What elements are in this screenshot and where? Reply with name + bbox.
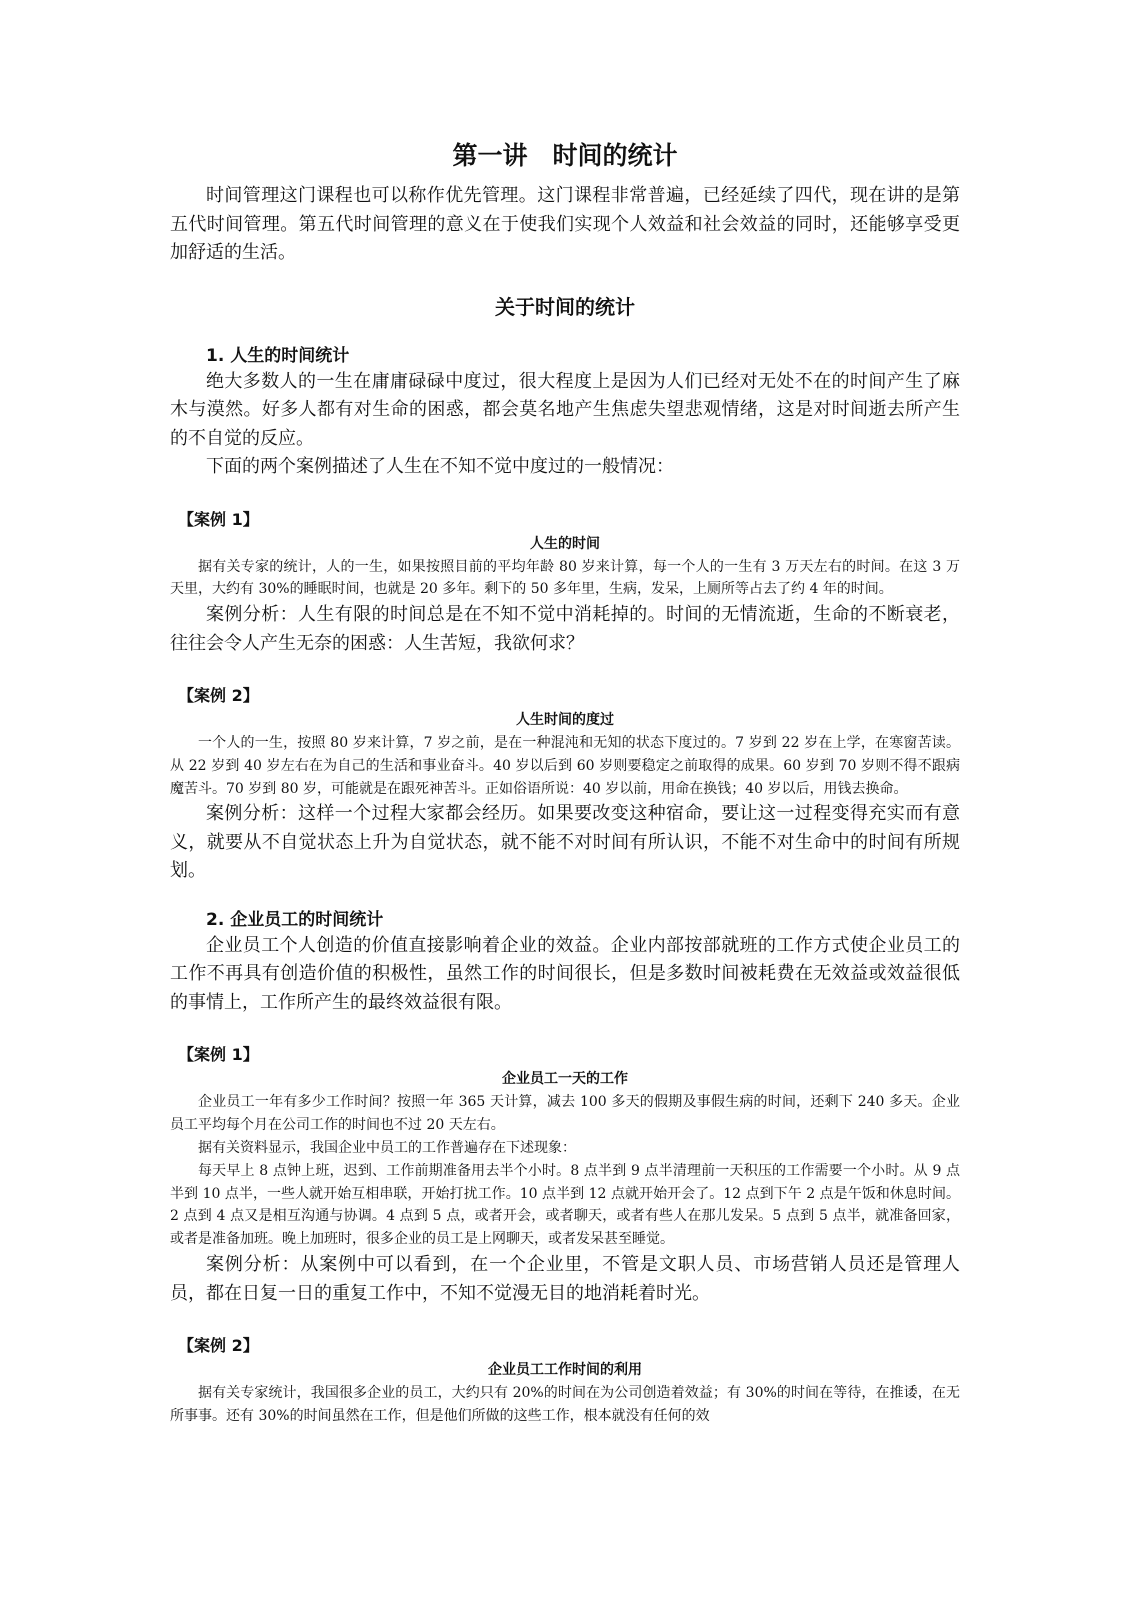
- s2-case2-body: 据有关专家统计，我国很多企业的员工，大约只有 20%的时间在为公司创造着效益；有 30%的时间在等待，在推诿，在无所事事。还有 30%的时间虽然在工作，但是他们所做的这些工作，根本就没有任何的效: [170, 1385, 960, 1424]
- s2-case1-body-1: 企业员工一年有多少工作时间？按照一年 365 天计算，减去 100 多天的假期及事假生病的时间，还剩下 240 多天。企业员工平均每个月在公司工作的时间也不过 20 天左右。: [170, 1094, 960, 1134]
- s1-case1-title: 人生的时间: [530, 535, 600, 552]
- page-title: 第一讲 时间的统计: [452, 141, 678, 170]
- s1-case2-label: 【案例 2】: [178, 686, 259, 706]
- s1-case1-analysis: 案例分析：人生有限的时间总是在不知不觉中消耗掉的。时间的无情流逝，生命的不断衰老，往往会令人产生无奈的困惑：人生苦短，我欲何求？: [170, 604, 960, 654]
- section-2-paragraph-1: 企业员工个人创造的价值直接影响着企业的效益。企业内部按部就班的工作方式使企业员工的工作不再具有创造价值的积极性，虽然工作的时间很长，但是多数时间被耗费在无效益或效益很低的事情上，工作所产生的最终效益很有限。: [170, 934, 960, 1013]
- section-2-heading: 2. 企业员工的时间统计: [206, 909, 384, 930]
- s1-case2-body: 一个人的一生，按照 80 岁来计算，7 岁之前，是在一种混沌和无知的状态下度过的。7 岁到 22 岁在上学，在寒窗苦读。从 22 岁到 40 岁左右在为自己的生活和事业奋斗。40 岁以后到 60 岁则要稳定之前取得的成果。60 岁到 70 岁则不得不跟病魔苦斗。70 岁到 80 岁，可能就是在跟死神苦斗。正如俗语所说：40 岁以前，用命在换钱；40 岁以后，用钱去换命。: [170, 735, 960, 797]
- s2-case1-title: 企业员工一天的工作: [502, 1071, 628, 1088]
- s2-case2-label: 【案例 2】: [178, 1336, 259, 1356]
- s2-case2-title: 企业员工工作时间的利用: [488, 1362, 642, 1379]
- s2-case1-body-3: 每天早上 8 点钟上班，迟到、工作前期准备用去半个小时。8 点半到 9 点半清理前一天积压的工作需要一个小时。从 9 点半到 10 点半，一些人就开始互相串联，开始打扰工作。10 点半到 12 点就开始开会了。12 点到下午 2 点是午饭和休息时间。2 点到 4 点又是相互沟通与协调。4 点到 5 点，或者开会，或者聊天，或者有些人在那儿发呆。5 点到 5 点半，就准备回家，或者是准备加班。晚上加班时，很多企业的员工是上网聊天，或者发呆甚至睡觉。: [170, 1162, 960, 1248]
- s2-case1-analysis: 案例分析：从案例中可以看到，在一个企业里，不管是文职人员、市场营销人员还是管理人员，都在日复一日的重复工作中，不知不觉漫无目的地消耗着时光。: [170, 1254, 960, 1304]
- s1-case2-analysis: 案例分析：这样一个过程大家都会经历。如果要改变这种宿命，要让这一过程变得充实而有意义，就要从不自觉状态上升为自觉状态，就不能不对时间有所认识，不能不对生命中的时间有所规划。: [170, 803, 960, 882]
- s2-case1-label: 【案例 1】: [178, 1045, 259, 1065]
- s1-case1-body: 据有关专家的统计，人的一生，如果按照目前的平均年龄 80 岁来计算，每一个人的一生有 3 万天左右的时间。在这 3 万天里，大约有 30%的睡眠时间，也就是 20 多年。剩下的 50 多年里，生病，发呆，上厕所等占去了约 4 年的时间。: [170, 558, 960, 598]
- intro-paragraph: 时间管理这门课程也可以称作优先管理。这门课程非常普遍，已经延续了四代，现在讲的是第五代时间管理。第五代时间管理的意义在于使我们实现个人效益和社会效益的同时，还能够享受更加舒适的生活。: [170, 185, 960, 263]
- section-1-paragraph-1: 绝大多数人的一生在庸庸碌碌中度过，很大程度上是因为人们已经对无处不在的时间产生了麻木与漠然。好多人都有对生命的困惑，都会莫名地产生焦虑失望悲观情绪，这是对时间逝去所产生的不自觉的反应。: [170, 370, 960, 449]
- section-1-paragraph-2: 下面的两个案例描述了人生在不知不觉中度过的一般情况：: [206, 456, 674, 477]
- section-1-heading: 1. 人生的时间统计: [206, 345, 350, 366]
- section-subtitle: 关于时间的统计: [495, 294, 635, 319]
- s1-case2-title: 人生时间的度过: [516, 712, 614, 729]
- s1-case1-label: 【案例 1】: [178, 509, 259, 529]
- page-content: [170, 138, 960, 1428]
- s2-case1-body-2: 据有关资料显示，我国企业中员工的工作普遍存在下述现象：: [198, 1140, 576, 1157]
